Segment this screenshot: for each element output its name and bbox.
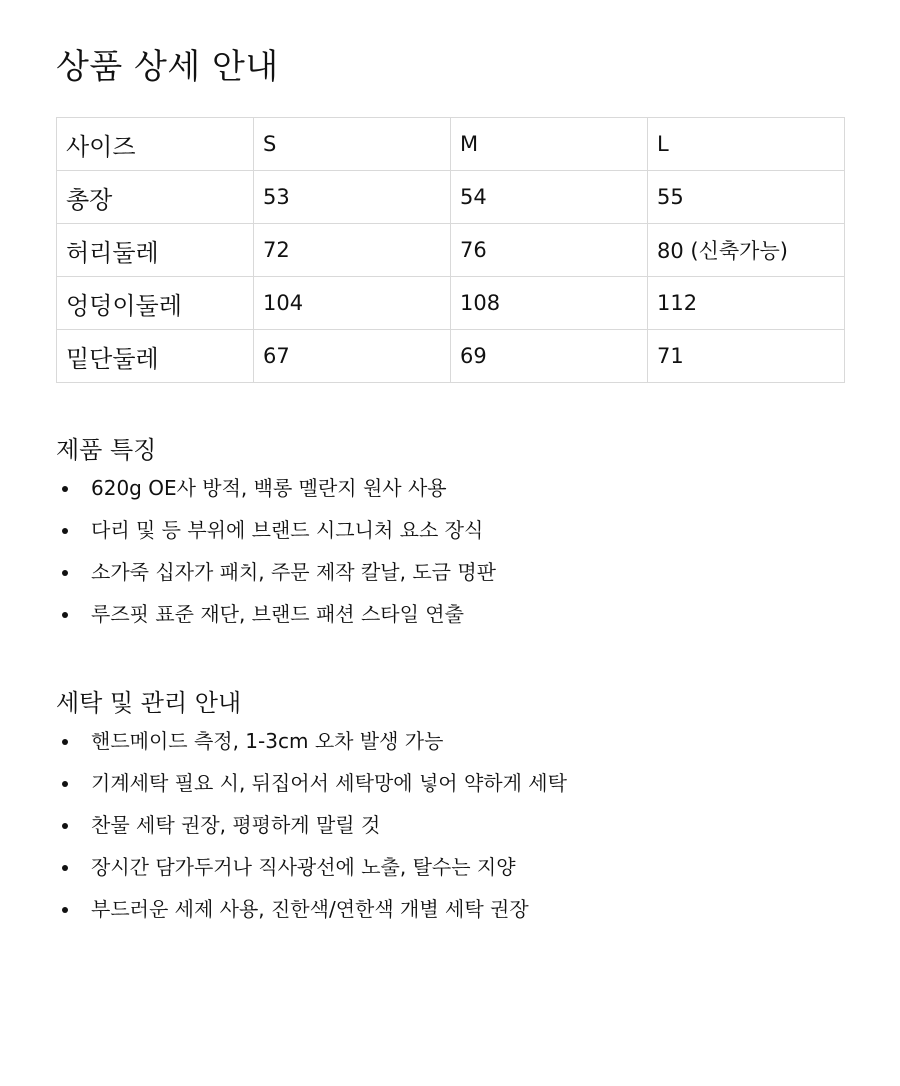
table-cell: 67 [254, 330, 451, 383]
table-cell: 108 [451, 277, 648, 330]
row-label-hem: 밑단둘레 [57, 330, 254, 383]
table-cell: 71 [648, 330, 845, 383]
bullet-dot-icon [62, 781, 68, 787]
list-item [56, 893, 844, 935]
list-item [56, 725, 844, 767]
table-cell: 53 [254, 171, 451, 224]
care-section-title: 세탁 및 관리 안내 [56, 689, 242, 717]
row-label-waist: 허리둘레 [57, 224, 254, 277]
bullet-dot-icon [62, 528, 68, 534]
table-cell: 104 [254, 277, 451, 330]
size-table-header-label: 사이즈 [57, 118, 254, 171]
size-table-header-s: S [254, 118, 451, 171]
table-cell: 54 [451, 171, 648, 224]
size-table-header-m: M [451, 118, 648, 171]
row-label-hip: 엉덩이둘레 [57, 277, 254, 330]
size-table-header-l: L [648, 118, 845, 171]
list-item-text: 기계세탁 필요 시, 뒤집어서 세탁망에 넣어 약하게 세탁 [91, 771, 567, 795]
row-label-total-length: 총장 [57, 171, 254, 224]
list-item-text: 찬물 세탁 권장, 평평하게 말릴 것 [91, 813, 381, 837]
list-item [56, 514, 844, 556]
bullet-dot-icon [62, 570, 68, 576]
list-item [56, 767, 844, 809]
table-cell: 112 [648, 277, 845, 330]
list-item-text: 소가죽 십자가 패치, 주문 제작 칼날, 도금 명판 [91, 560, 496, 584]
features-list [56, 472, 844, 640]
bullet-dot-icon [62, 486, 68, 492]
list-item [56, 556, 844, 598]
care-list [56, 725, 844, 935]
page-title: 상품 상세 안내 [56, 47, 279, 87]
table-cell: 69 [451, 330, 648, 383]
list-item-text: 부드러운 세제 사용, 진한색/연한색 개별 세탁 권장 [91, 897, 529, 921]
table-row [57, 224, 845, 277]
list-item [56, 472, 844, 514]
table-cell: 80 (신축가능) [648, 224, 845, 277]
list-item-text: 루즈핏 표준 재단, 브랜드 패션 스타일 연출 [91, 602, 464, 626]
list-item [56, 851, 844, 893]
bullet-dot-icon [62, 739, 68, 745]
table-cell: 55 [648, 171, 845, 224]
list-item-text: 다리 및 등 부위에 브랜드 시그니처 요소 장식 [91, 518, 484, 542]
bullet-dot-icon [62, 823, 68, 829]
table-row [57, 330, 845, 383]
features-section-title: 제품 특징 [56, 436, 157, 464]
list-item-text: 핸드메이드 측정, 1-3cm 오차 발생 가능 [91, 729, 444, 753]
table-cell: 72 [254, 224, 451, 277]
bullet-dot-icon [62, 612, 68, 618]
size-table [56, 117, 845, 383]
table-row [57, 277, 845, 330]
bullet-dot-icon [62, 865, 68, 871]
list-item-text: 장시간 담가두거나 직사광선에 노출, 탈수는 지양 [91, 855, 516, 879]
list-item [56, 809, 844, 851]
table-row [57, 171, 845, 224]
list-item [56, 598, 844, 640]
size-table-header-row [57, 118, 845, 171]
list-item-text: 620g OE사 방적, 백롱 멜란지 원사 사용 [91, 476, 447, 500]
bullet-dot-icon [62, 907, 68, 913]
table-cell: 76 [451, 224, 648, 277]
